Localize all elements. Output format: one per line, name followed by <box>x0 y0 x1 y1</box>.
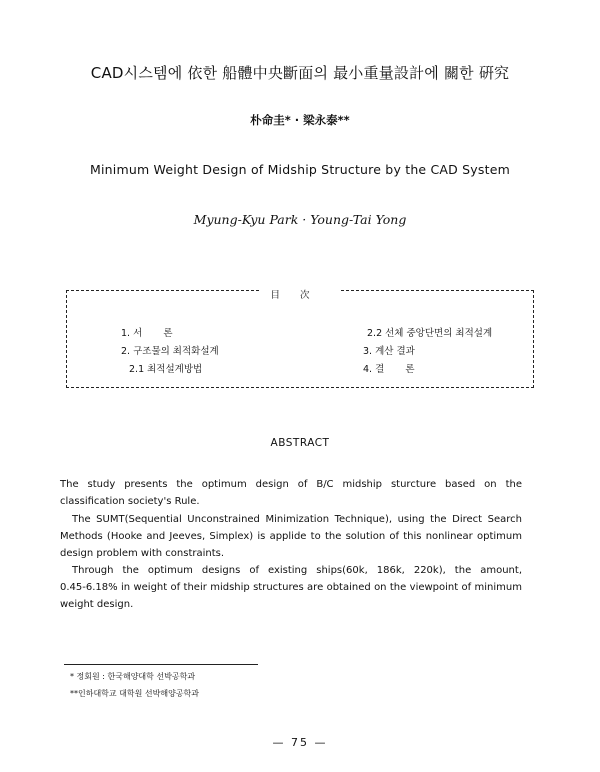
toc-heading-wrap <box>67 283 533 302</box>
abstract-line: The SUMT(Sequential Unconstrained Minimization Technique), using the Direct Search <box>72 514 522 525</box>
paper-title-korean: CAD시스템에 依한 船體中央斷面의 最小重量設計에 關한 硏究 <box>90 64 510 82</box>
page-number: — 75 — <box>272 736 328 749</box>
authors-english: Myung-Kyu Park · Young-Tai Yong <box>193 212 407 227</box>
abstract-heading: ABSTRACT <box>270 437 330 449</box>
toc-heading: 目次 <box>260 290 339 301</box>
toc-item: 2.1 최적설계방법 <box>129 364 203 375</box>
toc-item: 1. 서 론 <box>121 328 173 339</box>
table-of-contents <box>66 290 534 388</box>
toc-item: 3. 계산 결과 <box>363 346 415 357</box>
abstract-line: classification society's Rule. <box>60 496 200 507</box>
toc-item: 2. 구조물의 최적화설계 <box>121 346 219 357</box>
authors-korean: 朴命圭* · 梁永泰** <box>250 113 350 127</box>
footnote-divider <box>64 664 258 665</box>
footnote: * 정회원 : 한국해양대학 선박공학과 <box>70 672 196 681</box>
abstract-line: design problem with constraints. <box>60 548 225 559</box>
abstract-line: 0.45-6.18% in weight of their midship structures are obtained on the viewpoint of minimum <box>60 582 522 593</box>
toc-item: 2.2 선체 중앙단면의 최적설계 <box>367 328 493 339</box>
abstract-line: Through the optimum designs of existing ships(60k, 186k, 220k), the amount, <box>72 565 522 576</box>
footnote: **인하대학교 대학원 선박해양공학과 <box>70 689 200 698</box>
paper-title-english: Minimum Weight Design of Midship Structure by the CAD System <box>90 162 510 177</box>
abstract-line: Methods (Hooke and Jeeves, Simplex) is applide to the solution of this nonlinear optimum <box>60 531 522 542</box>
abstract-line: The study presents the optimum design of B/C midship sturcture based on the <box>60 479 522 490</box>
toc-item: 4. 결 론 <box>363 364 415 375</box>
abstract-line: weight design. <box>60 599 134 610</box>
